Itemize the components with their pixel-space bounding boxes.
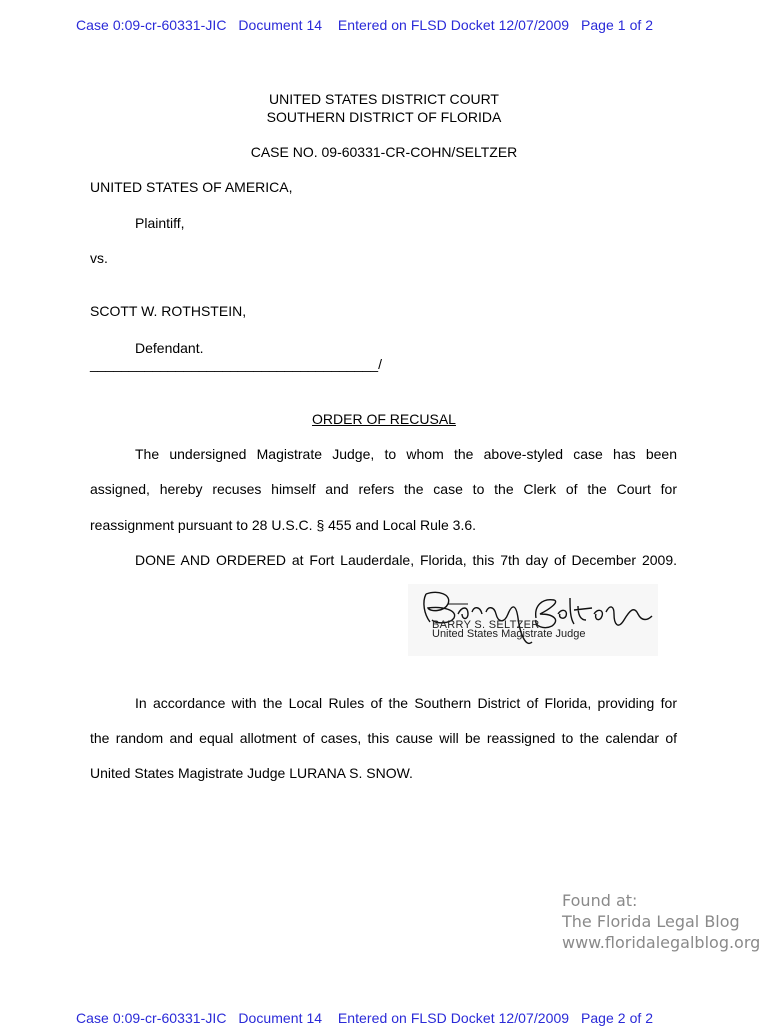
defendant-name: SCOTT W. ROTHSTEIN,: [90, 303, 247, 319]
blog-watermark: [562, 890, 760, 953]
reassignment-line-2: the random and equal allotment of cases, this cause will be reassigned to the calendar of: [90, 730, 677, 746]
defendant-label: Defendant.: [135, 340, 204, 356]
docket-header-page-1: Case 0:09-cr-60331-JIC Document 14 Entered on FLSD Docket 12/07/2009 Page 1 of 2: [76, 17, 654, 33]
judge-signature-block: [408, 584, 658, 656]
plaintiff-name: UNITED STATES OF AMERICA,: [90, 179, 293, 195]
done-and-ordered: DONE AND ORDERED at Fort Lauderdale, Florida, this 7th day of December 2009.: [135, 552, 677, 568]
order-paragraph-line-2: assigned, hereby recuses himself and refers the case to the Clerk of the Court for: [90, 481, 677, 497]
order-title: ORDER OF RECUSAL: [312, 411, 456, 427]
docket-header-page-2: Case 0:09-cr-60331-JIC Document 14 Entered on FLSD Docket 12/07/2009 Page 2 of 2: [76, 1010, 654, 1026]
caption-rule: _____________________________________/: [90, 356, 382, 372]
district-name: SOUTHERN DISTRICT OF FLORIDA: [266, 109, 502, 125]
watermark-blog-url: www.floridalegalblog.org: [562, 933, 761, 952]
plaintiff-label: Plaintiff,: [135, 215, 185, 231]
versus-label: vs.: [90, 250, 108, 266]
order-paragraph-line-1: The undersigned Magistrate Judge, to whom the above-styled case has been: [135, 446, 677, 462]
watermark-blog-name: The Florida Legal Blog: [562, 912, 740, 931]
court-name: UNITED STATES DISTRICT COURT: [269, 91, 499, 107]
reassignment-line-3: United States Magistrate Judge LURANA S. SNOW.: [90, 765, 413, 781]
judge-name: BARRY S. SELTZER: [432, 619, 540, 631]
watermark-found-at: Found at:: [562, 891, 638, 910]
judge-title: United States Magistrate Judge: [432, 628, 586, 640]
order-paragraph-line-3: reassignment pursuant to 28 U.S.C. § 455 and Local Rule 3.6.: [90, 517, 477, 533]
reassignment-line-1: In accordance with the Local Rules of the Southern District of Florida, providing for: [135, 695, 677, 711]
case-number: CASE NO. 09-60331-CR-COHN/SELTZER: [250, 144, 518, 160]
